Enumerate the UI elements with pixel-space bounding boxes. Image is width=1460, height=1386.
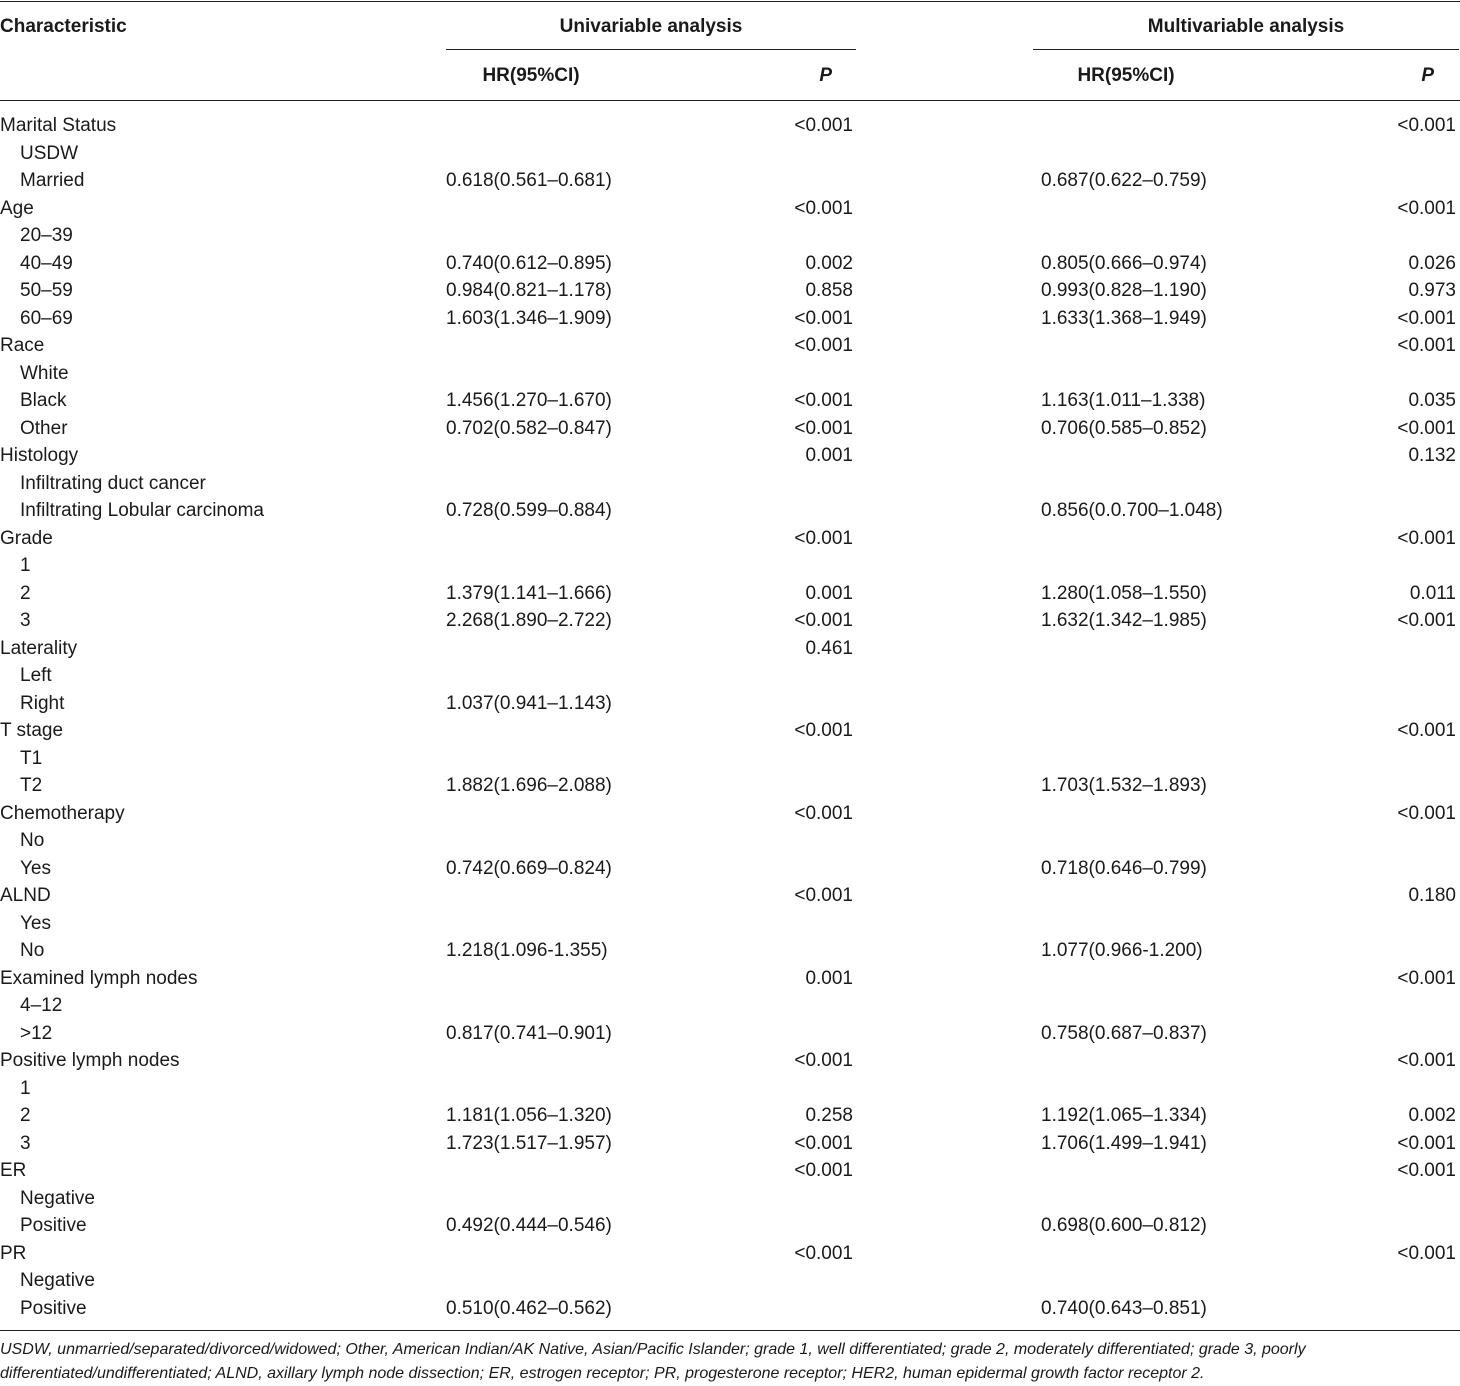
univariable-hr-cell: 0.510(0.462–0.562) [446, 1297, 612, 1319]
univariable-p-cell: <0.001 [794, 610, 853, 631]
multivariable-hr-cell: 0.805(0.666–0.974) [1041, 252, 1207, 274]
multivariable-hr-cell: 0.698(0.600–0.812) [1041, 1215, 1207, 1236]
multivariable-p-cell: <0.001 [1397, 1132, 1456, 1154]
multivariable-hr-cell: 1.632(1.342–1.985) [1041, 610, 1207, 631]
multivariable-p-cell: <0.001 [1397, 610, 1456, 631]
univariable-hr-cell: 1.218(1.096-1.355) [446, 940, 608, 961]
row-label: Examined lymph nodes [0, 967, 198, 989]
multivariable-p-cell: <0.001 [1397, 802, 1456, 824]
univariable-hr-cell: 0.728(0.599–0.884) [446, 500, 612, 521]
row-label: Left [20, 665, 52, 686]
row-label: No [20, 940, 45, 961]
multivariable-hr-cell: 1.192(1.065–1.334) [1041, 1105, 1207, 1126]
row-label: 4–12 [20, 995, 63, 1016]
univariable-hr-cell: 0.618(0.561–0.681) [446, 170, 612, 191]
table-row [0, 882, 1460, 910]
multivariable-p-cell: 0.026 [1408, 252, 1456, 274]
univariable-p-cell: 0.858 [805, 280, 853, 301]
univariable-hr-cell: 1.882(1.696–2.088) [446, 775, 612, 796]
multivariable-hr-cell: 0.687(0.622–0.759) [1041, 170, 1207, 191]
multivariable-p-cell: <0.001 [1397, 417, 1456, 439]
table-row [0, 855, 1460, 883]
table-row [0, 250, 1460, 278]
univariable-hr-cell: 0.740(0.612–0.895) [446, 252, 612, 274]
univariable-hr-cell: 1.603(1.346–1.909) [446, 307, 612, 329]
multivariable-p-cell: <0.001 [1397, 197, 1456, 219]
univariable-p-cell: 0.001 [805, 582, 853, 604]
table-row [0, 360, 1460, 388]
table-row [0, 1185, 1460, 1213]
univariable-hr-cell: 0.492(0.444–0.546) [446, 1215, 612, 1236]
row-label: Chemotherapy [0, 802, 125, 824]
univariable-p-cell: <0.001 [794, 115, 853, 136]
multivariable-p-cell: 0.132 [1408, 445, 1456, 466]
table-footnote: USDW, unmarried/separated/divorced/widowed; Other, American Indian/AK Native, Asian/Pacific Islander; grade 1, well differentiated; grade 2, moderately differentiated; grade 3, poorly differentiated/undifferentiated; ALND, axillary lymph node dissection; ER, estrogen receptor; PR, progesterone receptor; HER2, human epidermal growth factor receptor 2. [0, 1341, 1306, 1382]
table-row [0, 1047, 1460, 1075]
row-label: Negative [20, 1270, 95, 1291]
multivariable-hr-cell: 1.163(1.011–1.338) [1041, 390, 1206, 411]
row-label: Grade [0, 527, 53, 549]
table-row [0, 140, 1460, 168]
multivariable-p-cell: <0.001 [1397, 1242, 1456, 1264]
table-row [0, 937, 1460, 965]
univariable-p-cell: <0.001 [794, 197, 853, 219]
table-row [0, 745, 1460, 773]
header-bottom-rule [0, 100, 1460, 101]
multivariable-p-cell: 0.035 [1408, 390, 1456, 411]
table-row [0, 1130, 1460, 1158]
table-row [0, 800, 1460, 828]
table-row [0, 910, 1460, 938]
table-row [0, 195, 1460, 223]
row-label: >12 [20, 1022, 53, 1044]
header-multivariable: Multivariable analysis [1147, 16, 1345, 37]
multivariable-hr-cell: 0.993(0.828–1.190) [1041, 280, 1207, 301]
table-row [0, 387, 1460, 415]
row-label: 3 [20, 610, 31, 631]
row-label: Positive [20, 1215, 87, 1236]
row-label: Other [20, 417, 68, 439]
row-label: T2 [20, 775, 43, 796]
row-label: 2 [20, 582, 31, 604]
multivariable-p-cell: <0.001 [1397, 1050, 1456, 1071]
row-label: 1 [20, 555, 31, 576]
row-label: White [20, 362, 69, 384]
row-label: Infiltrating duct cancer [20, 472, 206, 494]
multivariable-hr-cell: 1.633(1.368–1.949) [1041, 307, 1207, 329]
row-label: Yes [20, 912, 51, 934]
row-label: Infiltrating Lobular carcinoma [20, 500, 264, 521]
table-row [0, 1267, 1460, 1295]
table-row [0, 580, 1460, 608]
multivariable-p-cell: <0.001 [1397, 1160, 1456, 1181]
table-row [0, 442, 1460, 470]
table-row [0, 717, 1460, 745]
univariable-hr-cell: 1.037(0.941–1.143) [446, 692, 612, 714]
univariable-hr-cell: 1.723(1.517–1.957) [446, 1132, 612, 1154]
table-row [0, 1075, 1460, 1103]
row-label: Black [20, 390, 67, 411]
multivariable-hr-cell: 1.703(1.532–1.893) [1041, 775, 1207, 796]
table-row [0, 470, 1460, 498]
multivariable-p-cell: <0.001 [1397, 335, 1456, 356]
univariable-p-cell: <0.001 [794, 885, 853, 906]
table-row [0, 112, 1460, 140]
univariable-p-cell: <0.001 [794, 720, 853, 741]
table-row [0, 525, 1460, 553]
multivariable-p-cell: <0.001 [1397, 115, 1456, 136]
multivariable-hr-cell: 1.077(0.966-1.200) [1041, 940, 1203, 961]
row-label: PR [0, 1242, 27, 1264]
header-univariable-hr: HR(95%CI) [482, 65, 580, 86]
header-multivariable-hr: HR(95%CI) [1077, 65, 1175, 86]
table-row [0, 772, 1460, 800]
table-row [0, 635, 1460, 663]
row-label: ER [0, 1160, 27, 1181]
multivariable-p-cell: <0.001 [1397, 307, 1456, 329]
row-label: 3 [20, 1132, 31, 1154]
row-label: Yes [20, 857, 51, 879]
table-bottom-rule [0, 1330, 1460, 1331]
univariable-hr-cell: 1.181(1.056–1.320) [446, 1105, 612, 1126]
multivariable-p-cell: 0.002 [1408, 1105, 1456, 1126]
table-row [0, 690, 1460, 718]
multivariable-hr-cell: 1.706(1.499–1.941) [1041, 1132, 1207, 1154]
table-row [0, 1102, 1460, 1130]
table-row [0, 992, 1460, 1020]
univariable-p-cell: <0.001 [794, 390, 853, 411]
multivariable-hr-cell: 0.718(0.646–0.799) [1041, 857, 1207, 879]
multivariable-hr-cell: 0.758(0.687–0.837) [1041, 1022, 1207, 1044]
multivariable-hr-cell: 0.856(0.0.700–1.048) [1041, 500, 1223, 521]
table-row [0, 662, 1460, 690]
table-row [0, 1295, 1460, 1323]
table-row [0, 1212, 1460, 1240]
row-label: 50–59 [20, 280, 73, 301]
univariable-p-cell: 0.258 [805, 1105, 853, 1126]
univariable-p-cell: <0.001 [794, 1242, 853, 1264]
table-row [0, 332, 1460, 360]
multivariable-hr-cell: 0.706(0.585–0.852) [1041, 417, 1207, 439]
row-label: Negative [20, 1187, 95, 1209]
univariable-p-cell: 0.001 [805, 445, 853, 466]
table-row [0, 305, 1460, 333]
univariable-group-rule [446, 49, 856, 50]
univariable-hr-cell: 2.268(1.890–2.722) [446, 610, 612, 631]
multivariable-p-cell: <0.001 [1397, 527, 1456, 549]
header-univariable-p: P [819, 65, 832, 86]
univariable-p-cell: <0.001 [794, 527, 853, 549]
row-label: Positive lymph nodes [0, 1050, 180, 1071]
row-label: 40–49 [20, 252, 73, 274]
row-label: 20–39 [20, 225, 73, 246]
multivariable-p-cell: <0.001 [1397, 967, 1456, 989]
multivariable-p-cell: 0.180 [1408, 885, 1456, 906]
table-row [0, 965, 1460, 993]
univariable-p-cell: <0.001 [794, 335, 853, 356]
table-row [0, 222, 1460, 250]
table-row [0, 415, 1460, 443]
table-row [0, 1020, 1460, 1048]
multivariable-group-rule [1033, 49, 1459, 50]
table-body [0, 112, 1460, 1322]
table-row [0, 552, 1460, 580]
row-label: Histology [0, 445, 79, 466]
row-label: Marital Status [0, 115, 117, 136]
univariable-hr-cell: 1.379(1.141–1.666) [446, 582, 612, 604]
row-label: ALND [0, 885, 51, 906]
table-row [0, 1240, 1460, 1268]
row-label: Race [0, 335, 45, 356]
header-characteristic: Characteristic [0, 16, 127, 37]
row-label: Married [20, 170, 85, 191]
univariable-hr-cell: 0.742(0.669–0.824) [446, 857, 612, 879]
table-row [0, 167, 1460, 195]
table-row [0, 497, 1460, 525]
univariable-hr-cell: 0.984(0.821–1.178) [446, 280, 612, 301]
row-label: Positive [20, 1297, 87, 1319]
univariable-hr-cell: 0.702(0.582–0.847) [446, 417, 612, 439]
row-label: Laterality [0, 637, 78, 659]
row-label: USDW [20, 142, 79, 164]
table-top-rule [0, 1, 1460, 2]
univariable-p-cell: <0.001 [794, 802, 853, 824]
multivariable-p-cell: 0.011 [1409, 582, 1456, 604]
univariable-p-cell: <0.001 [794, 307, 853, 329]
header-multivariable-p: P [1421, 65, 1434, 86]
multivariable-hr-cell: 0.740(0.643–0.851) [1041, 1297, 1207, 1319]
row-label: No [20, 830, 45, 851]
row-label: T stage [0, 720, 64, 741]
row-label: Age [0, 197, 34, 219]
multivariable-p-cell: 0.973 [1408, 280, 1456, 301]
univariable-hr-cell: 1.456(1.270–1.670) [446, 390, 612, 411]
univariable-hr-cell: 0.817(0.741–0.901) [446, 1022, 612, 1044]
multivariable-hr-cell: 1.280(1.058–1.550) [1041, 582, 1207, 604]
row-label: Right [20, 692, 65, 714]
row-label: T1 [20, 747, 43, 769]
multivariable-p-cell: <0.001 [1397, 720, 1456, 741]
table-row [0, 1157, 1460, 1185]
table-row [0, 827, 1460, 855]
table-row [0, 277, 1460, 305]
univariable-p-cell: <0.001 [794, 1132, 853, 1154]
univariable-p-cell: 0.002 [805, 252, 853, 274]
row-label: 60–69 [20, 307, 73, 329]
univariable-p-cell: <0.001 [794, 1160, 853, 1181]
univariable-p-cell: 0.001 [805, 967, 853, 989]
row-label: 2 [20, 1105, 31, 1126]
univariable-p-cell: <0.001 [794, 1050, 853, 1071]
univariable-p-cell: <0.001 [794, 417, 853, 439]
univariable-p-cell: 0.461 [805, 637, 853, 659]
table-row [0, 607, 1460, 635]
row-label: 1 [20, 1077, 31, 1099]
header-univariable: Univariable analysis [559, 16, 743, 37]
